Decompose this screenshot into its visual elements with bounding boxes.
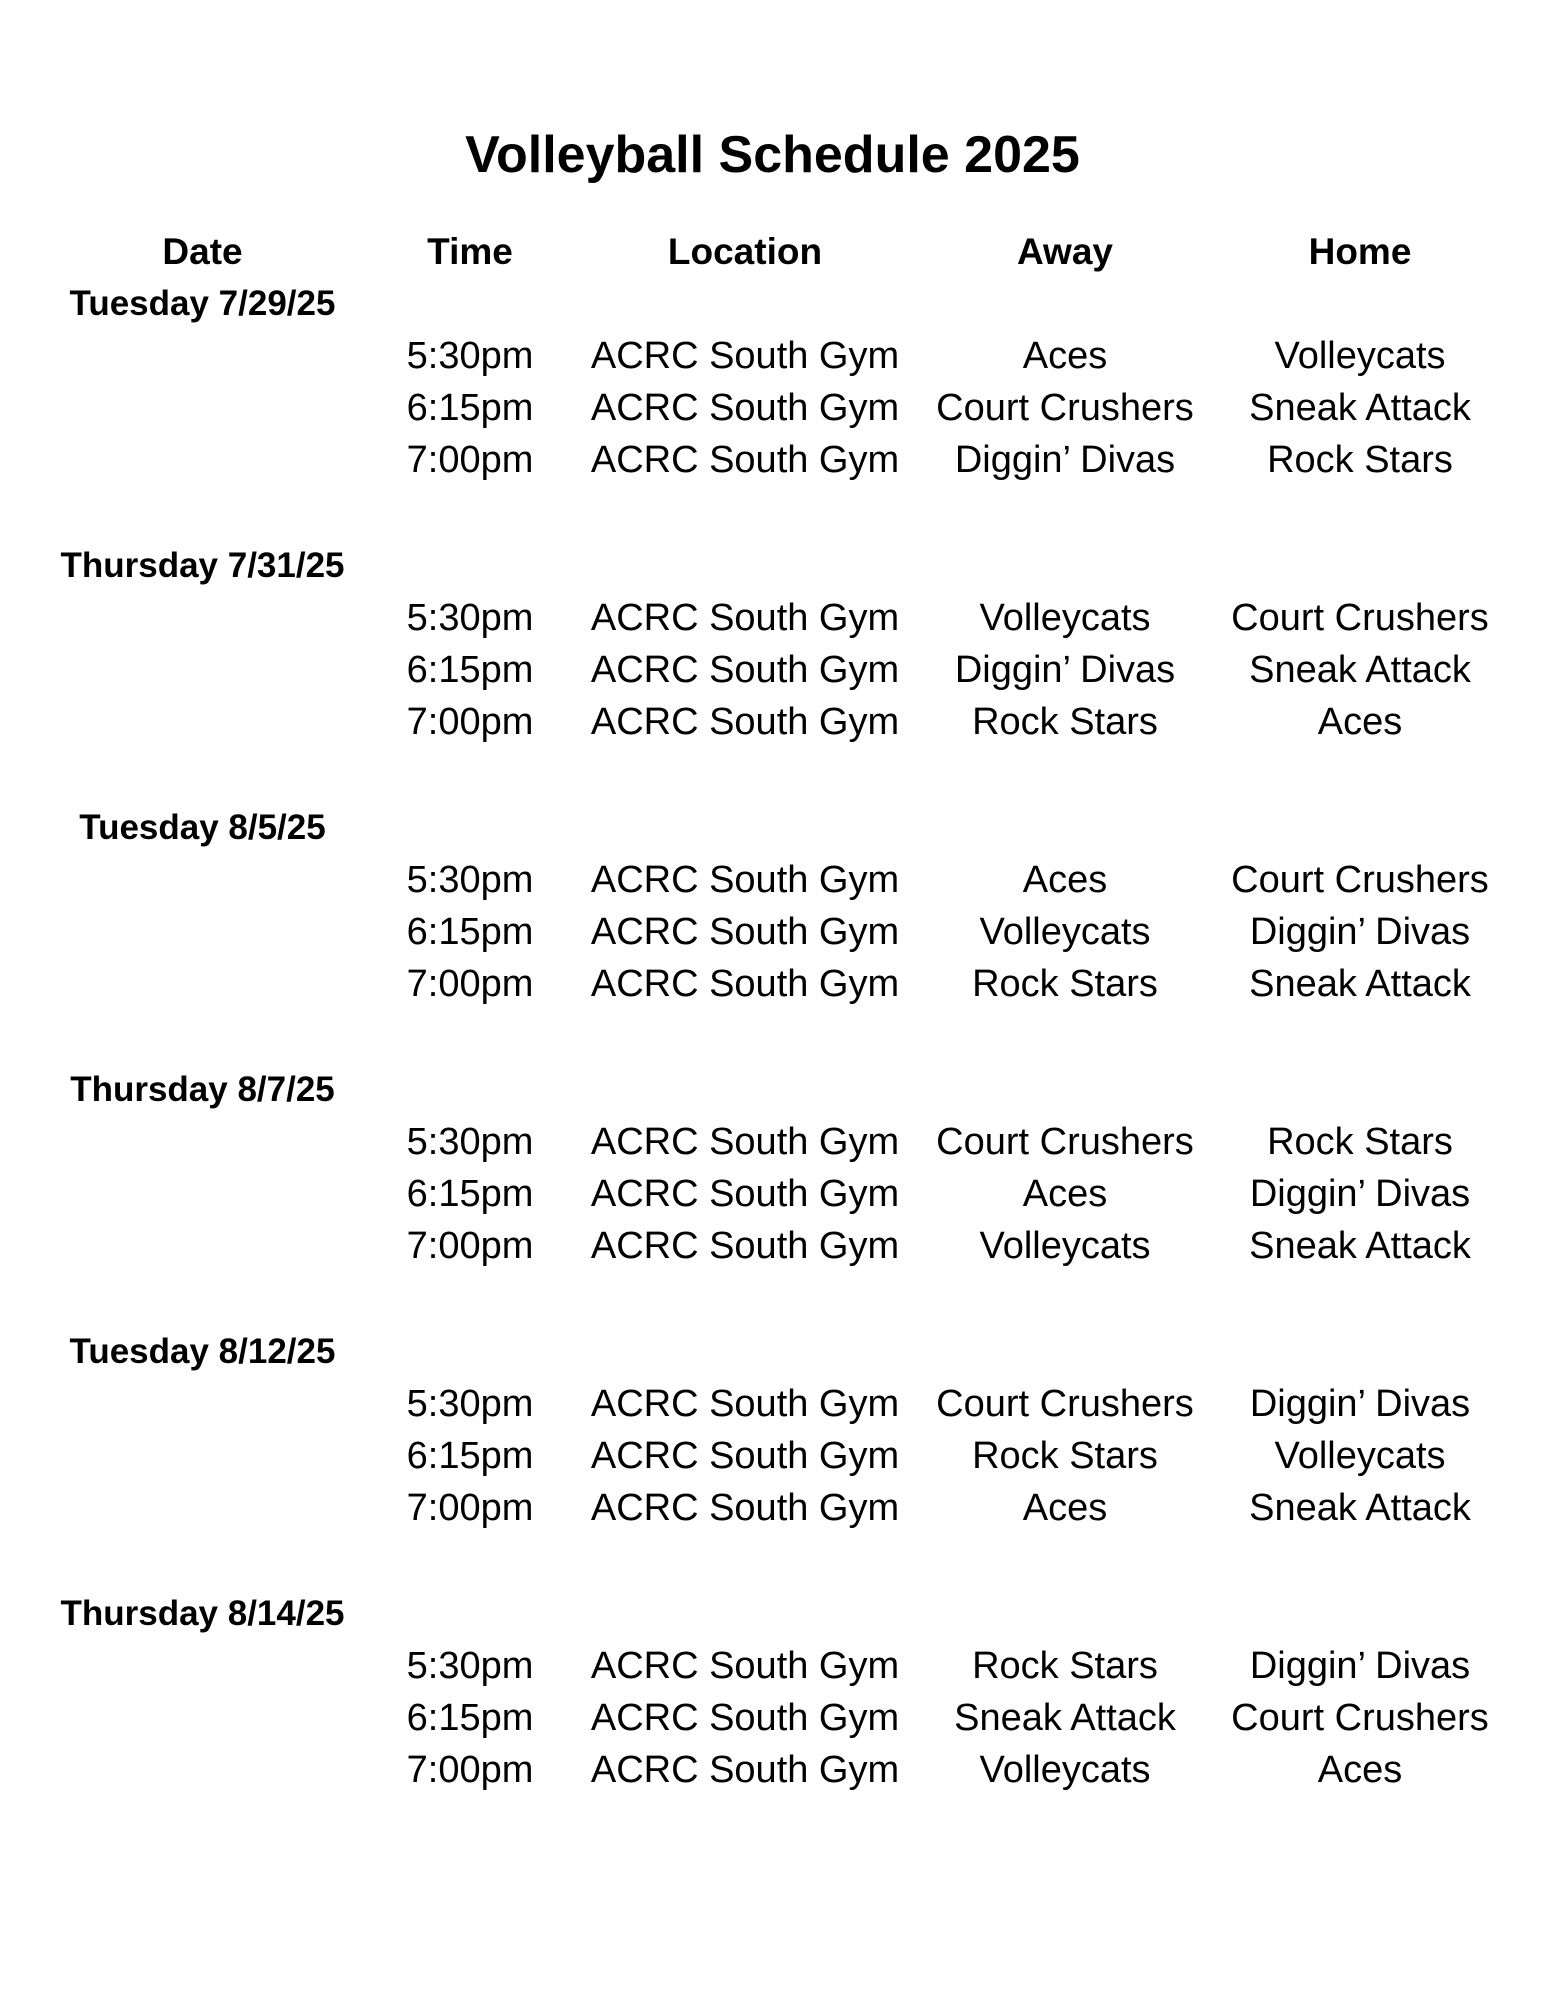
away-team: Aces xyxy=(1022,1173,1108,1215)
game-location: ACRC South Gym xyxy=(590,963,900,1005)
game-location: ACRC South Gym xyxy=(590,1173,900,1215)
home-team: Court Crushers xyxy=(1231,597,1489,639)
game-time: 6:15pm xyxy=(406,1173,534,1215)
away-team: Volleycats xyxy=(979,1225,1151,1267)
game-time: 7:00pm xyxy=(406,701,534,743)
day-date: Tuesday 8/12/25 xyxy=(69,1332,336,1371)
header-away: Away xyxy=(1017,231,1113,272)
home-team: Sneak Attack xyxy=(1249,963,1471,1005)
game-location: ACRC South Gym xyxy=(590,439,900,481)
game-location: ACRC South Gym xyxy=(590,649,900,691)
header-time: Time xyxy=(427,231,513,272)
game-location: ACRC South Gym xyxy=(590,911,900,953)
day-date: Tuesday 7/29/25 xyxy=(69,284,336,323)
away-team: Aces xyxy=(1022,335,1108,377)
game-time: 6:15pm xyxy=(406,1435,534,1477)
home-team: Sneak Attack xyxy=(1249,1225,1471,1267)
page-title: Volleyball Schedule 2025 xyxy=(465,126,1080,184)
game-time: 6:15pm xyxy=(406,387,534,429)
home-team: Sneak Attack xyxy=(1249,1487,1471,1529)
game-time: 7:00pm xyxy=(406,1487,534,1529)
home-team: Rock Stars xyxy=(1267,439,1453,481)
away-team: Volleycats xyxy=(979,911,1151,953)
game-time: 6:15pm xyxy=(406,1697,534,1739)
day-date: Thursday 7/31/25 xyxy=(60,546,345,585)
away-team: Court Crushers xyxy=(936,387,1194,429)
game-location: ACRC South Gym xyxy=(590,1383,900,1425)
away-team: Court Crushers xyxy=(936,1121,1194,1163)
game-location: ACRC South Gym xyxy=(590,1487,900,1529)
home-team: Diggin’ Divas xyxy=(1249,1383,1471,1425)
game-time: 5:30pm xyxy=(406,1645,534,1687)
game-time: 5:30pm xyxy=(406,335,534,377)
game-time: 6:15pm xyxy=(406,649,534,691)
game-location: ACRC South Gym xyxy=(590,701,900,743)
home-team: Diggin’ Divas xyxy=(1249,1645,1471,1687)
header-location: Location xyxy=(667,231,823,272)
game-location: ACRC South Gym xyxy=(590,1697,900,1739)
game-time: 6:15pm xyxy=(406,911,534,953)
away-team: Rock Stars xyxy=(972,1435,1158,1477)
home-team: Court Crushers xyxy=(1231,859,1489,901)
home-team: Diggin’ Divas xyxy=(1249,1173,1471,1215)
header-date: Date xyxy=(162,231,243,272)
home-team: Court Crushers xyxy=(1231,1697,1489,1739)
game-location: ACRC South Gym xyxy=(590,1225,900,1267)
day-date: Tuesday 8/5/25 xyxy=(79,808,326,847)
game-time: 7:00pm xyxy=(406,439,534,481)
away-team: Rock Stars xyxy=(972,1645,1158,1687)
game-time: 7:00pm xyxy=(406,1225,534,1267)
home-team: Rock Stars xyxy=(1267,1121,1453,1163)
home-team: Aces xyxy=(1317,701,1403,743)
game-time: 7:00pm xyxy=(406,1749,534,1791)
day-date: Thursday 8/7/25 xyxy=(70,1070,335,1109)
home-team: Diggin’ Divas xyxy=(1249,911,1471,953)
game-location: ACRC South Gym xyxy=(590,1749,900,1791)
game-location: ACRC South Gym xyxy=(590,1121,900,1163)
away-team: Rock Stars xyxy=(972,963,1158,1005)
home-team: Sneak Attack xyxy=(1249,387,1471,429)
away-team: Volleycats xyxy=(979,1749,1151,1791)
away-team: Diggin’ Divas xyxy=(954,649,1176,691)
game-location: ACRC South Gym xyxy=(590,1435,900,1477)
game-location: ACRC South Gym xyxy=(590,859,900,901)
game-location: ACRC South Gym xyxy=(590,1645,900,1687)
game-time: 5:30pm xyxy=(406,1383,534,1425)
game-time: 7:00pm xyxy=(406,963,534,1005)
away-team: Aces xyxy=(1022,859,1108,901)
home-team: Aces xyxy=(1317,1749,1403,1791)
home-team: Volleycats xyxy=(1274,1435,1446,1477)
header-home: Home xyxy=(1308,231,1412,272)
day-date: Thursday 8/14/25 xyxy=(60,1594,345,1633)
game-time: 5:30pm xyxy=(406,859,534,901)
away-team: Sneak Attack xyxy=(954,1697,1176,1739)
away-team: Diggin’ Divas xyxy=(954,439,1176,481)
game-location: ACRC South Gym xyxy=(590,387,900,429)
game-location: ACRC South Gym xyxy=(590,597,900,639)
away-team: Court Crushers xyxy=(936,1383,1194,1425)
away-team: Volleycats xyxy=(979,597,1151,639)
game-time: 5:30pm xyxy=(406,597,534,639)
game-time: 5:30pm xyxy=(406,1121,534,1163)
away-team: Rock Stars xyxy=(972,701,1158,743)
home-team: Volleycats xyxy=(1274,335,1446,377)
home-team: Sneak Attack xyxy=(1249,649,1471,691)
game-location: ACRC South Gym xyxy=(590,335,900,377)
away-team: Aces xyxy=(1022,1487,1108,1529)
